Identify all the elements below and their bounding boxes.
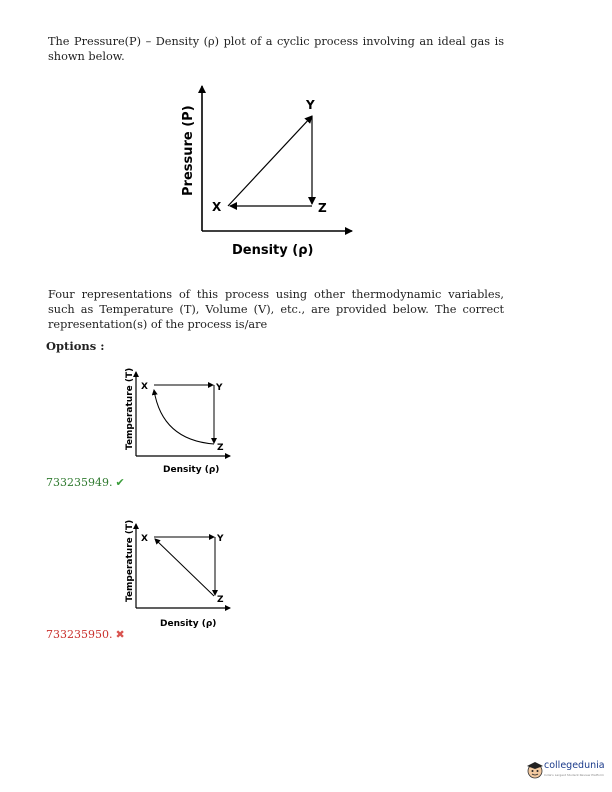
point-z-label: Z (217, 595, 224, 605)
option-id-text: 733235949. (46, 476, 113, 489)
process-x-to-y (228, 116, 312, 206)
options-heading: Options : (46, 339, 105, 353)
question-intro: The Pressure(P) – Density (ρ) plot of a cyclic process involving an ideal gas is shown below. (48, 35, 504, 63)
correct-check-icon: ✔ (115, 476, 125, 489)
process-z-to-x (154, 390, 214, 444)
option-2-plot (118, 520, 248, 630)
point-y-label: Y (216, 383, 223, 393)
student-avatar-icon (526, 760, 544, 780)
point-y-label: Y (306, 98, 315, 112)
logo-name: collegedunia (544, 760, 605, 771)
x-axis-label: Density (ρ) (232, 243, 314, 258)
y-axis-label: Temperature (T) (125, 367, 135, 450)
main-pressure-density-plot (170, 78, 370, 268)
x-axis-label: Density (ρ) (163, 465, 220, 475)
question-body: Four representations of this process using other thermodynamic variables, such as Temperature (T), Volume (V), etc., are provided below. The correct representation(s) of the process is/are (48, 288, 504, 331)
y-axis-label: Pressure (P) (181, 105, 196, 196)
point-x-label: X (141, 382, 148, 392)
x-axis-label: Density (ρ) (160, 619, 217, 629)
y-axis-label: Temperature (T) (125, 519, 135, 602)
option-id-text: 733235950. (46, 628, 113, 641)
option-1-id[interactable] (46, 476, 125, 489)
incorrect-cross-icon: ✖ (115, 628, 125, 641)
point-y-label: Y (217, 534, 224, 544)
collegedunia-logo[interactable] (524, 756, 612, 786)
point-z-label: Z (217, 443, 224, 453)
logo-tagline: India's Largest Student Review Platform (544, 773, 604, 777)
point-x-label: X (212, 200, 222, 214)
option-1-plot (118, 368, 248, 478)
point-x-label: X (141, 534, 148, 544)
process-z-to-x (155, 539, 214, 596)
option-2-id[interactable] (46, 628, 125, 641)
point-z-label: Z (318, 201, 327, 215)
